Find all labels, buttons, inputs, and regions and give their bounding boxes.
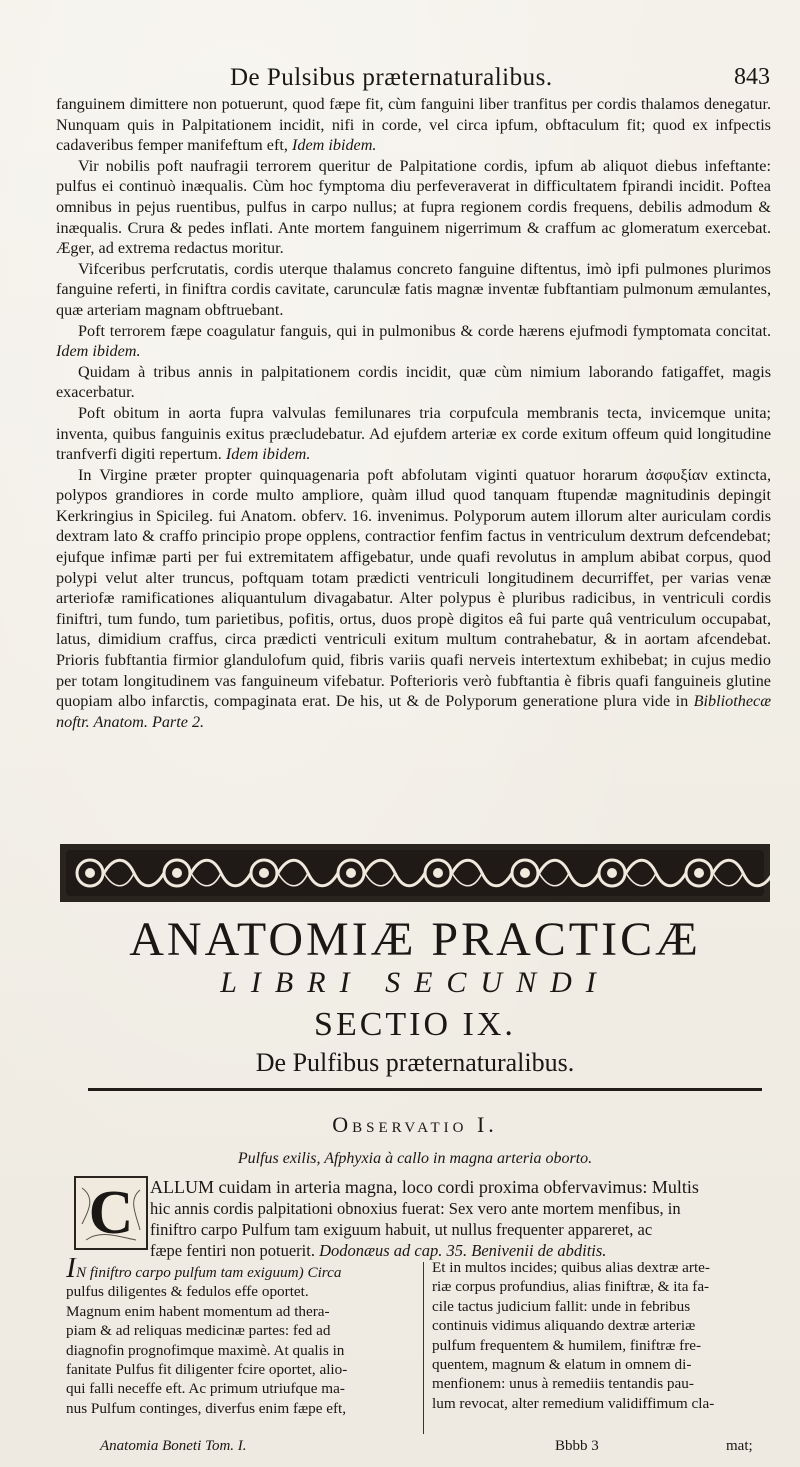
- section-number: SECTIO IX.: [314, 1006, 516, 1043]
- initial-letter: I: [66, 1258, 76, 1283]
- paragraph: Poft terrorem fæpe coagulatur fanguis, qui in pulmonibus & corde hærens ejufmodi fymptomata concitat. Idem ibidem.: [56, 321, 771, 361]
- text-line: ALLUM cuidam in arteria magna, loco cordi proxima obfervavimus: Multis: [150, 1177, 699, 1197]
- previous-observation-text: [56, 94, 771, 732]
- text-line: quentem, magnum & elatum in omnem di-: [432, 1356, 692, 1374]
- paragraph: Quidam à tribus annis in palpitationem cordis incidit, quæ cùm nimium laborando fatigaffet, magis exacerbatur.: [56, 362, 771, 402]
- ornamental-band: [60, 840, 770, 906]
- observation-text: [150, 1177, 770, 1261]
- section-rule: [88, 1088, 762, 1091]
- paragraph: Poft obitum in aorta fupra valvulas femilunares tria corpufcula membranis tecta, invicemque unita; inventa, quibus fanguinis exitus præcludebatur. Ad ejufdem arteriæ ex corde exitum offeum quid longitudine tranfverfi digiti repertum. Idem ibidem.: [56, 403, 771, 464]
- text-line: lum revocat, alter remedium validiffimum cla-: [432, 1394, 715, 1412]
- paragraph: fanguinem dimittere non potuerunt, quod fæpe fit, cùm fanguini liber tranfitus per cordis thalamos denegatur. Nunquam quis in Palpitationem incidit, nifi in corde, vel circa ipfum, obftaculum fit; quod ex infpectis cadaveribus femper manifeftum eft, Idem ibidem.: [56, 95, 771, 155]
- footer-signature-mark: Bbbb 3: [555, 1438, 599, 1454]
- column-divider: [423, 1262, 424, 1434]
- text-line: riæ corpus profundius, alias finiftræ, & ita fa-: [432, 1278, 710, 1296]
- text-line: diagnofin prognofimque maximè. At qualis in: [66, 1341, 345, 1359]
- text-line: fanitate Pulfus fit diligenter fcire oportet, alio-: [66, 1361, 348, 1379]
- paragraph: Vir nobilis poft naufragii terrorem queritur de Palpitatione cordis, ipfum ab aliquot diebus infeftante: pulfus ei continuò inæqualis. Cùm hoc fymptoma diu perfeveraverat in difficultatem fpirandi incidit. Poftea omnibus in pejus ruentibus, pulfus in carpo nullus; at fupra regionem cordis frequens, debilis admodum & inæqualis. Crura & pedes inflati. Ante mortem fanguinem nigerrimum & craffum ac glomeratum exercebat. Æger, ad extrema redactus moritur.: [56, 156, 771, 258]
- dropcap-letter: C: [88, 1179, 134, 1247]
- paragraph: Vifceribus perfcrutatis, cordis uterque thalamus concreto fanguine diftentus, imò ipfi pulmones plurimos fanguine referti, in finiftra cordis cavitate, carunculæ fatis magnæ inventæ fubftantiam pulmonum æmulantes, quæ arteriam magnam obftruebant.: [56, 259, 771, 319]
- observation-heading: Observatio I.: [332, 1112, 498, 1137]
- commentary-left-column: [66, 1258, 416, 1418]
- decorated-initial: [74, 1176, 148, 1250]
- text-line: continuis vidimus aliquando dextræ arteriæ: [432, 1317, 696, 1335]
- text-line: finiftro carpo Pulfum tam exiguum habuit, ut nullus frequenter appareret, ac: [150, 1220, 653, 1239]
- text-line: nus Pulfum continges, diverfus enim fæpe eft,: [66, 1399, 347, 1417]
- running-head: De Pulsibus præternaturalibus.: [230, 64, 553, 91]
- text-line: IN finiftro carpo pulfum tam exiguum) Circa: [66, 1258, 416, 1282]
- text-line: fæpe fentiri non potuerit. Dodonæus ad cap. 35. Benivenii de abditis.: [150, 1241, 607, 1260]
- text-line: hic annis cordis palpitationi obnoxius fuerat: Sex vero ante mortem menfibus, in: [150, 1199, 681, 1218]
- text-line: menfionem: unus à remediis tentandis pau-: [432, 1375, 694, 1393]
- text-line: piam & ad reliquas medicinæ partes: fed ad: [66, 1322, 331, 1340]
- commentary-right-column: [432, 1258, 772, 1413]
- text-line: pulfum frequentem & humilem, finiftræ fre-: [432, 1336, 702, 1354]
- book-subtitle: LIBRI SECUNDI: [220, 966, 610, 999]
- page-number: 843: [734, 64, 770, 90]
- observation-subtitle: Pulfus exilis, Afphyxia à callo in magna arteria oborto.: [237, 1150, 593, 1167]
- text-line: qui falli neceffe eft. Ac primum utriufque ma-: [66, 1380, 345, 1398]
- text-line: Magnum enim habent momentum ad thera-: [66, 1302, 330, 1320]
- book-title: ANATOMIÆ PRACTICÆ: [129, 913, 701, 966]
- page-header: [60, 64, 770, 96]
- section-title: De Pulfibus præternaturalibus.: [255, 1048, 575, 1077]
- footer-catchword: mat;: [726, 1438, 753, 1454]
- observation-reference: Dodonæus ad cap. 35. Benivenii de abditis.: [319, 1241, 607, 1260]
- text-line: cile tactus judicium fallit: unde in febribus: [432, 1297, 691, 1315]
- text-line: Et in multos incides; quibus alias dextræ arte-: [432, 1259, 710, 1276]
- text-line: pulfus diligentes & fedulos effe oportet.: [66, 1283, 309, 1301]
- paragraph: In Virgine præter propter quinquagenaria poft abfolutam viginti quatuor horarum ἀσφυξίαν extincta, polypos grandiores in corde multo ampliore, quàm illud quod tanquam ftupendæ magnitudinis depingit Kerkringius in Spicileg. fui Anatom. obferv. 16. invenimus. Polyporum autem illorum alter auriculam cordis dextram lato & craffo principio prope opplens, contractior fenfim factus in ventriculum dextrum defcendebat; ejufque infimæ parti per fui extremitatem affigebatur, unde quafi revolutus in amplum abibat corpus, quod polypi velut alter truncus, poftquam totam prædicti ventriculi longitudinem decurriffet, per varias venæ arteriofæ ramificationes aliquantulum divagabatur. Alter polypus è pluribus radicibus, in ventriculi cordis finiftri, tum fundo, tum parietibus, pofitis, ortus, duos propè digitos eâ fui parte quâ ventriculum occupabat, latus, dimidium craffus, circa prædicti ventriculi exitum multum contrahebatur, & in aortam afcendebat. Prioris fubftantia firmior glandulofum quid, fibris variis quafi nerveis intertextum exhibebat; in cujus medio per totam longitudinem vas fanguineum vifebatur. Pofterioris verò fubftantia è fibris quafi fanguineis glutine quopiam albo infarctis, compaginata erat. De his, ut & de Polyporum generatione plura vide in Bibliothecæ noftr. Anatom. Parte 2.: [56, 465, 771, 731]
- footer-volume: Anatomia Boneti Tom. I.: [100, 1438, 247, 1454]
